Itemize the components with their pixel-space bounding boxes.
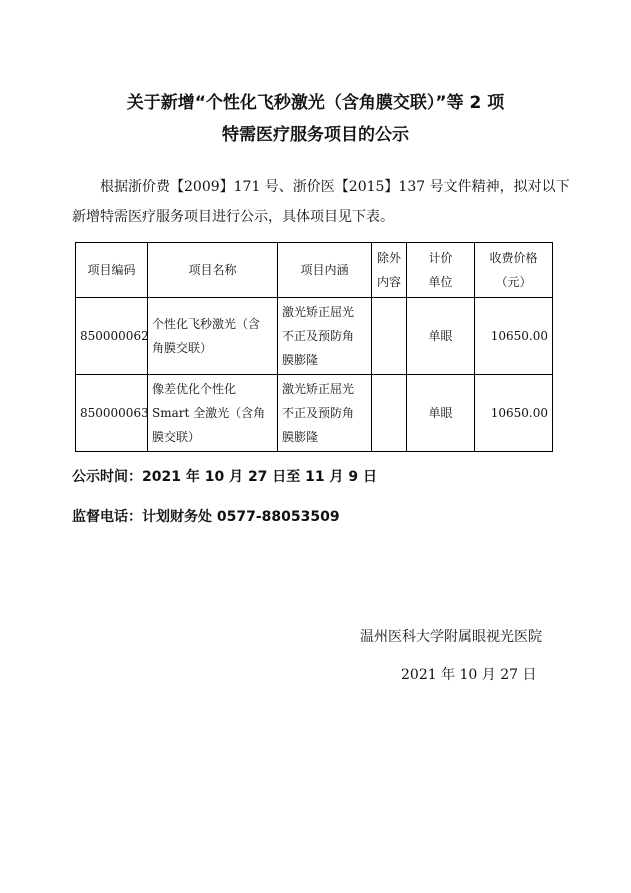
cell-name-line: Smart 全激光（含角 — [152, 406, 266, 420]
cell-name — [148, 298, 278, 375]
cell-name-line: 个性化飞秒激光（含 — [152, 317, 261, 331]
header-unit-line-1: 计价 — [428, 251, 453, 265]
cell-except — [372, 298, 407, 375]
cell-name-line: 膜交联） — [152, 430, 201, 444]
header-code: 项目编码 — [76, 243, 148, 298]
header-except-line-2: 内容 — [376, 275, 401, 289]
cell-content-line: 膜膨隆 — [282, 430, 319, 444]
cell-name — [148, 375, 278, 452]
cell-code: 850000062 — [76, 298, 148, 375]
notice-time: 公示时间：2021 年 10 月 27 日至 11 月 9 日 — [72, 469, 378, 485]
header-price — [475, 243, 553, 298]
header-except-line-1: 除外 — [376, 251, 401, 265]
cell-unit: 单眼 — [407, 375, 475, 452]
cell-unit: 单眼 — [407, 298, 475, 375]
cell-name-line: 角膜交联） — [152, 341, 213, 355]
supervision-phone: 监督电话：计划财务处 0577-88053509 — [72, 509, 340, 525]
cell-price: 10650.00 — [475, 298, 553, 375]
title-line-2: 特需医疗服务项目的公示 — [222, 125, 409, 145]
cell-name-line: 像差优化个性化 — [152, 382, 237, 396]
header-price-line-1: 收费价格 — [489, 251, 538, 265]
header-content: 项目内涵 — [278, 243, 372, 298]
cell-content — [278, 375, 372, 452]
signature-date: 2021 年 10 月 27 日 — [401, 667, 537, 683]
header-name: 项目名称 — [148, 243, 278, 298]
cell-code: 850000063 — [76, 375, 148, 452]
table-header-row — [76, 243, 553, 298]
intro-paragraph-line-1: 根据浙价费【2009】171 号、浙价医【2015】137 号文件精神，拟对以下 — [100, 179, 570, 195]
cell-content-line: 激光矫正屈光 — [282, 382, 355, 396]
cell-content-line: 不正及预防角 — [282, 329, 355, 343]
cell-content-line: 激光矫正屈光 — [282, 305, 355, 319]
project-table — [75, 242, 553, 452]
intro-paragraph-line-2: 新增特需医疗服务项目进行公示，具体项目见下表。 — [72, 209, 394, 225]
header-unit — [407, 243, 475, 298]
header-unit-line-2: 单位 — [428, 275, 453, 289]
header-price-line-2: （元） — [495, 275, 532, 289]
cell-content-line: 膜膨隆 — [282, 353, 319, 367]
cell-content-line: 不正及预防角 — [282, 406, 355, 420]
header-except — [372, 243, 407, 298]
signature-organization: 温州医科大学附属眼视光医院 — [360, 629, 542, 645]
table-row — [76, 375, 553, 452]
cell-content — [278, 298, 372, 375]
title-line-1: 关于新增“个性化飞秒激光（含角膜交联）”等 2 项 — [126, 93, 505, 113]
table-row — [76, 298, 553, 375]
cell-except — [372, 375, 407, 452]
cell-price: 10650.00 — [475, 375, 553, 452]
